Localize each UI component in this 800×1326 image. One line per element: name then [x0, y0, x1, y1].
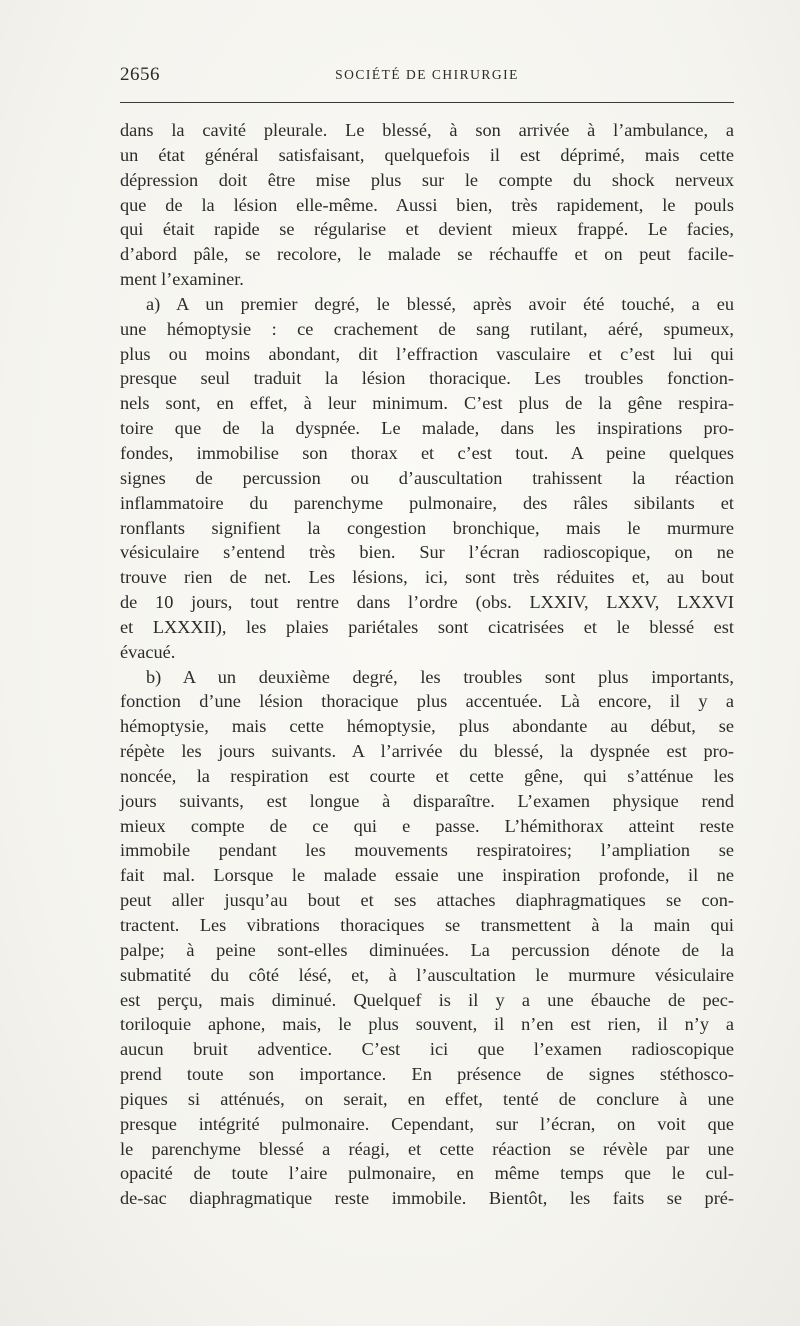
body-text [120, 118, 734, 1211]
text-line: trouve rien de net. Les lésions, ici, sont très réduites et, au bout [120, 567, 734, 588]
text-line: peut aller jusqu’au bout et ses attaches diaphragmatiques se con- [120, 890, 734, 911]
text-line: est perçu, mais diminué. Quelquef is il y a une ébauche de pec- [120, 989, 734, 1010]
text-line: fait mal. Lorsque le malade essaie une inspiration profonde, il ne [120, 865, 734, 886]
text-line: b) A un deuxième degré, les troubles sont plus importants, [146, 666, 734, 687]
text-line: palpe; à peine sont-elles diminuées. La percussion dénote de la [120, 939, 734, 960]
page-number: 2656 [120, 64, 160, 85]
text-line: le parenchyme blessé a réagi, et cette réaction se révèle par une [120, 1138, 734, 1159]
text-line: de-sac diaphragmatique reste immobile. Bientôt, les faits se pré- [120, 1188, 734, 1209]
text-line: presque seul traduit la lésion thoracique. Les troubles fonction- [120, 368, 734, 389]
text-line: un état général satisfaisant, quelquefois il est déprimé, mais cette [120, 144, 734, 165]
text-line: a) A un premier degré, le blessé, après avoir été touché, a eu [146, 293, 734, 314]
text-line: immobile pendant les mouvements respiratoires; l’ampliation se [120, 840, 734, 861]
text-line: mieux compte de ce qui e passe. L’hémithorax atteint reste [120, 815, 734, 836]
text-line: ronflants signifient la congestion bronchique, mais le murmure [120, 517, 734, 538]
text-line: opacité de toute l’aire pulmonaire, en même temps que le cul- [120, 1163, 734, 1184]
text-line: de 10 jours, tout rentre dans l’ordre (obs. LXXIV, LXXV, LXXVI [120, 592, 734, 613]
text-line: noncée, la respiration est courte et cette gêne, qui s’atténue les [120, 765, 734, 786]
text-line: prend toute son importance. En présence de signes stéthosco- [120, 1064, 734, 1085]
header-rule [120, 102, 734, 103]
text-line: nels sont, en effet, à leur minimum. C’est plus de la gêne respira- [120, 393, 734, 414]
text-line: d’abord pâle, se recolore, le malade se réchauffe et on peut facile- [120, 244, 734, 265]
text-line: qui était rapide se régularise et devient mieux frappé. Le facies, [120, 219, 734, 240]
text-line: submatité du côté lésé, et, à l’auscultation le murmure vésiculaire [120, 964, 734, 985]
text-line: jours suivants, est longue à disparaître. L’examen physique rend [120, 790, 734, 811]
page-header [120, 64, 734, 88]
text-line: dans la cavité pleurale. Le blessé, à son arrivée à l’ambulance, a [120, 120, 734, 140]
running-title: SOCIÉTÉ DE CHIRURGIE [335, 67, 519, 82]
text-line: tractent. Les vibrations thoraciques se transmettent à la main qui [120, 915, 734, 935]
text-line: aucun bruit adventice. C’est ici que l’examen radioscopique [120, 1039, 734, 1060]
text-line: piques si atténués, on serait, en effet, tenté de conclure à une [120, 1088, 734, 1109]
text-line: toriloquie aphone, mais, le plus souvent, il n’en est rien, il n’y a [120, 1014, 734, 1035]
text-line: une hémoptysie : ce crachement de sang rutilant, aéré, spumeux, [120, 318, 734, 339]
text-line: évacué. [120, 641, 176, 662]
text-line: fonction d’une lésion thoracique plus accentuée. Là encore, il y a [120, 691, 734, 712]
text-line: hémoptysie, mais cette hémoptysie, plus abondante au début, se [120, 716, 734, 737]
text-line: toire que de la dyspnée. Le malade, dans les inspirations pro- [120, 418, 734, 439]
text-line: que de la lésion elle-même. Aussi bien, très rapidement, le pouls [120, 194, 734, 215]
text-line: presque intégrité pulmonaire. Cependant, sur l’écran, on voit que [120, 1113, 734, 1134]
text-line: vésiculaire s’entend très bien. Sur l’écran radioscopique, on ne [120, 542, 734, 563]
text-line: et LXXXII), les plaies pariétales sont cicatrisées et le blessé est [120, 616, 734, 637]
text-line: ment l’examiner. [120, 269, 244, 290]
text-line: fondes, immobilise son thorax et c’est tout. A peine quelques [120, 442, 734, 463]
text-line: inflammatoire du parenchyme pulmonaire, des râles sibilants et [120, 492, 734, 513]
text-line: plus ou moins abondant, dit l’effraction vasculaire et c’est lui qui [120, 343, 734, 364]
text-line: signes de percussion ou d’auscultation trahissent la réaction [120, 467, 734, 488]
text-line: dépression doit être mise plus sur le compte du shock nerveux [120, 169, 734, 190]
text-line: répète les jours suivants. A l’arrivée du blessé, la dyspnée est pro- [120, 741, 734, 762]
